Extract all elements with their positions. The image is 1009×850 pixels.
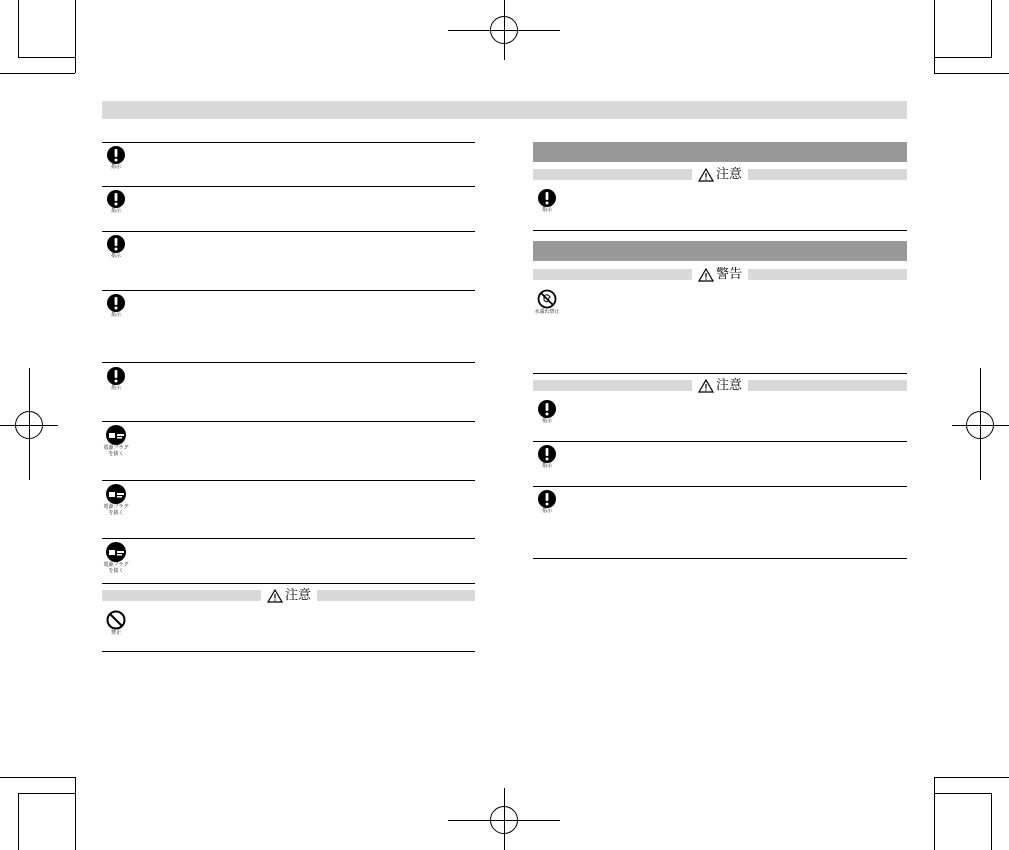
instruction-icon — [96, 146, 136, 170]
icon-caption: 指示 — [541, 207, 552, 213]
icon-caption: を抜く — [108, 451, 124, 457]
exclamation-icon — [538, 445, 556, 463]
row-divider — [533, 373, 907, 374]
warning-triangle-icon — [267, 589, 283, 603]
icon-caption: 禁止 — [110, 630, 121, 636]
unplug-icon — [106, 542, 126, 562]
instruction-icon — [96, 235, 136, 259]
caution-text: 注意 — [284, 588, 311, 603]
row-divider — [102, 421, 475, 422]
icon-caption: 指示 — [110, 385, 121, 391]
instruction-icon — [527, 490, 567, 514]
exclamation-icon — [107, 235, 125, 253]
instruction-icon — [96, 190, 136, 214]
warning-triangle-icon — [698, 268, 714, 282]
row-divider — [102, 142, 475, 143]
crop-mark — [0, 73, 75, 74]
unplug-instruction-icon — [96, 425, 136, 457]
icon-caption: を抜く — [108, 568, 124, 574]
icon-caption: 指示 — [110, 208, 121, 214]
exclamation-icon — [107, 294, 125, 312]
unplug-icon — [106, 425, 126, 445]
icon-caption: 指示 — [110, 253, 121, 259]
icon-caption: を抜く — [108, 510, 124, 516]
unplug-icon — [106, 484, 126, 504]
crop-mark — [18, 57, 75, 58]
icon-caption: 電源プラグ — [103, 562, 129, 568]
row-divider — [102, 538, 475, 539]
crop-mark — [991, 0, 992, 58]
caution-banner — [533, 380, 907, 391]
row-divider — [533, 441, 907, 442]
icon-caption: 水濡れ禁止 — [534, 309, 560, 315]
instruction-icon — [527, 445, 567, 469]
caution-text: 注意 — [715, 378, 742, 393]
icon-caption: 指示 — [110, 164, 121, 170]
warning-text: 警告 — [715, 267, 742, 282]
crop-mark — [0, 425, 58, 426]
section-header-dark — [533, 142, 907, 162]
icon-caption: 指示 — [110, 312, 121, 318]
instruction-icon — [96, 367, 136, 391]
crop-mark — [952, 425, 1009, 426]
no-wet-instruction-icon — [527, 289, 567, 315]
crop-mark — [18, 0, 19, 58]
warning-triangle-icon — [698, 379, 714, 393]
exclamation-icon — [538, 189, 556, 207]
icon-caption: 電源プラグ — [103, 445, 129, 451]
caution-label — [692, 166, 748, 183]
crop-mark — [934, 793, 991, 794]
exclamation-icon — [538, 490, 556, 508]
crop-mark — [934, 73, 1009, 74]
crop-mark — [75, 777, 76, 850]
row-divider — [102, 290, 475, 291]
crop-mark — [934, 777, 935, 850]
unplug-instruction-icon — [96, 542, 136, 574]
unplug-instruction-icon — [96, 484, 136, 516]
crop-mark — [980, 368, 981, 480]
crop-mark — [934, 777, 1009, 778]
warning-triangle-icon — [698, 168, 714, 182]
crop-mark — [0, 777, 75, 778]
no-wet-hands-icon — [537, 289, 557, 309]
crop-mark — [448, 820, 560, 821]
instruction-icon — [527, 189, 567, 213]
section-header-bar — [102, 101, 907, 119]
caution-label — [261, 587, 317, 604]
row-divider — [533, 230, 907, 231]
prohibited-instruction-icon — [96, 610, 136, 636]
exclamation-icon — [538, 400, 556, 418]
row-divider — [533, 486, 907, 487]
icon-caption: 電源プラグ — [103, 504, 129, 510]
icon-caption: 指示 — [541, 463, 552, 469]
row-divider — [102, 231, 475, 232]
crop-mark — [75, 0, 76, 73]
prohibited-icon — [106, 610, 126, 630]
instruction-icon — [527, 400, 567, 424]
caution-text: 注意 — [715, 167, 742, 182]
row-divider — [533, 558, 907, 559]
caution-banner — [102, 590, 475, 601]
crop-mark — [29, 368, 30, 480]
icon-caption: 指示 — [541, 418, 552, 424]
exclamation-icon — [107, 190, 125, 208]
icon-caption: 指示 — [541, 508, 552, 514]
warning-banner — [533, 269, 907, 280]
caution-banner — [533, 169, 907, 180]
instruction-icon — [96, 294, 136, 318]
crop-mark — [18, 793, 19, 850]
row-divider — [102, 583, 475, 584]
crop-mark — [934, 0, 935, 73]
crop-mark — [18, 793, 75, 794]
caution-label — [692, 377, 748, 394]
crop-mark — [934, 57, 991, 58]
section-header-dark — [533, 241, 907, 261]
row-divider — [102, 186, 475, 187]
crop-mark — [504, 788, 505, 850]
crop-mark — [991, 793, 992, 850]
crop-mark — [448, 30, 560, 31]
exclamation-icon — [107, 367, 125, 385]
row-divider — [102, 362, 475, 363]
exclamation-icon — [107, 146, 125, 164]
row-divider — [102, 651, 475, 652]
warning-label — [692, 266, 748, 283]
row-divider — [102, 480, 475, 481]
